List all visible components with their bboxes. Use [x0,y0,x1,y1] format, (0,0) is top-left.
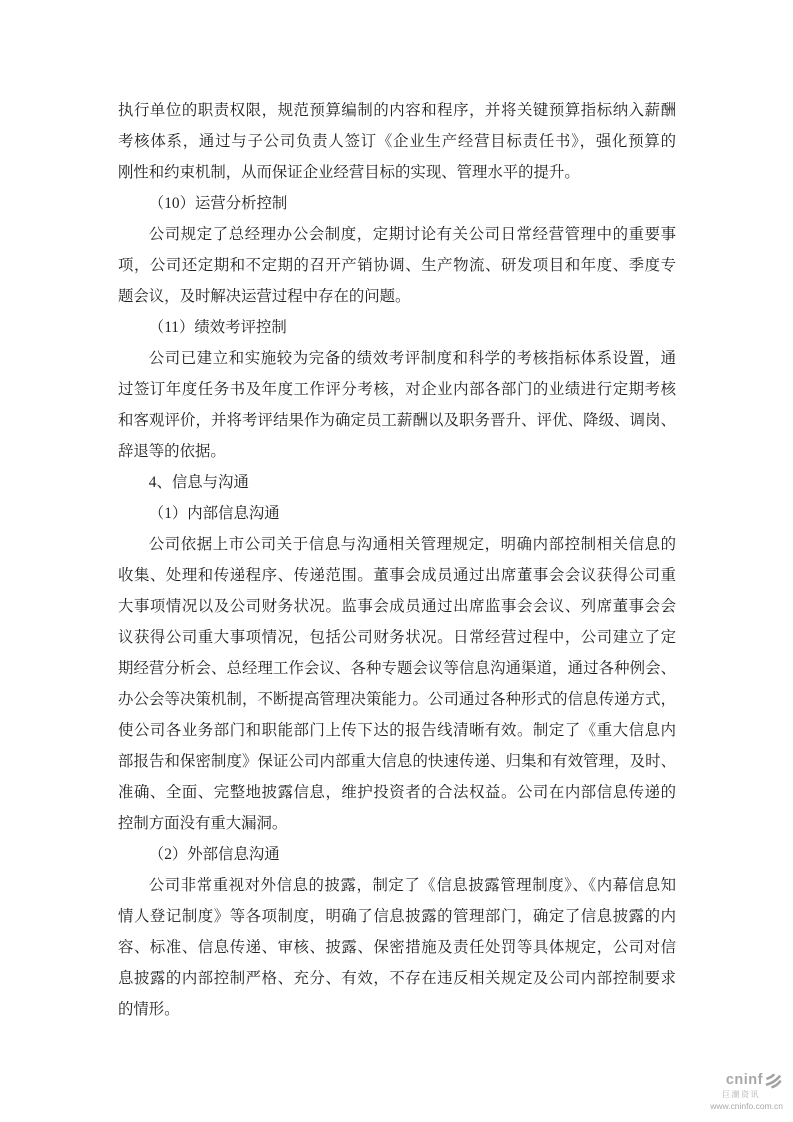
text-line-17: 大事项情况以及公司财务状况。监事会成员通过出席监事会会议、列席董事会会 [118,598,676,615]
text-line-4: （10）运营分析控制 [148,195,288,212]
cninfo-brand-text: cninf [725,1071,763,1088]
text-line-7: 题会议，及时解决运营过程中存在的问题。 [118,288,411,305]
text-line-27: 情人登记制度》等各项制度，明确了信息披露的管理部门，确定了信息披露的内 [118,908,676,925]
text-line-18: 议获得公司重大事项情况，包括公司财务状况。日常经营过程中，公司建立了定 [118,629,676,646]
text-line-5: 公司规定了总经理办公会制度，定期讨论有关公司日常经营管理中的重要事 [148,226,676,243]
text-line-26: 公司非常重视对外信息的披露，制定了《信息披露管理制度》、《内幕信息知 [148,877,676,894]
cninfo-brand-cn: 巨潮资讯 [722,1089,760,1099]
text-line-9: 公司已建立和实施较为完备的绩效考评制度和科学的考核指标体系设置，通 [148,350,676,367]
text-line-28: 容、标准、信息传递、审核、披露、保密措施及责任处罚等具体规定，公司对信 [118,939,676,956]
text-line-6: 项，公司还定期和不定期的召开产销协调、生产物流、研发项目和年度、季度专 [118,257,676,274]
text-line-3: 刚性和约束机制，从而保证企业经营目标的实现、管理水平的提升。 [118,164,580,181]
text-line-21: 使公司各业务部门和职能部门上传下达的报告线清晰有效。制定了《重大信息内 [118,722,676,739]
text-line-22: 部报告和保密制度》保证公司内部重大信息的快速传递、归集和有效管理，及时、 [118,753,676,770]
text-line-23: 准确、全面、完整地披露信息，维护投资者的合法权益。公司在内部信息传递的 [118,784,676,801]
text-line-24: 控制方面没有重大漏洞。 [118,815,288,832]
text-line-1: 执行单位的职责权限，规范预算编制的内容和程序，并将关键预算指标纳入薪酬 [118,102,676,119]
text-line-15: 公司依据上市公司关于信息与沟通相关管理规定，明确内部控制相关信息的 [148,536,676,553]
text-line-14: （1）内部信息沟通 [148,505,280,522]
text-line-19: 期经营分析会、总经理工作会议、各种专题会议等信息沟通渠道，通过各种例会、 [118,660,676,677]
text-line-16: 收集、处理和传递程序、传递范围。董事会成员通过出席董事会会议获得公司重 [118,567,676,584]
text-line-12: 辞退等的依据。 [118,443,226,460]
text-line-13: 4、信息与沟通 [148,474,249,491]
text-line-10: 过签订年度任务书及年度工作评分考核，对企业内部各部门的业绩进行定期考核 [118,381,676,398]
cninfo-logo-row [693,1072,783,1089]
cninfo-url: www.cninfo.com.cn [710,1100,783,1111]
document-text-block [118,95,676,1025]
text-line-30: 的情形。 [118,1001,180,1018]
cninfo-swirl-icon [764,1072,783,1089]
text-line-2: 考核体系，通过与子公司负责人签订《企业生产经营目标责任书》，强化预算的 [118,133,676,150]
text-line-8: （11）绩效考评控制 [148,319,287,336]
text-line-29: 息披露的内部控制严格、充分、有效，不存在违反相关规定及公司内部控制要求 [118,970,676,987]
text-line-20: 办公会等决策机制，不断提高管理决策能力。公司通过各种形式的信息传递方式， [118,691,676,708]
text-line-11: 和客观评价，并将考评结果作为确定员工薪酬以及职务晋升、评优、降级、调岗、 [118,412,676,429]
text-line-25: （2）外部信息沟通 [148,846,280,863]
cninfo-watermark [693,1072,783,1111]
